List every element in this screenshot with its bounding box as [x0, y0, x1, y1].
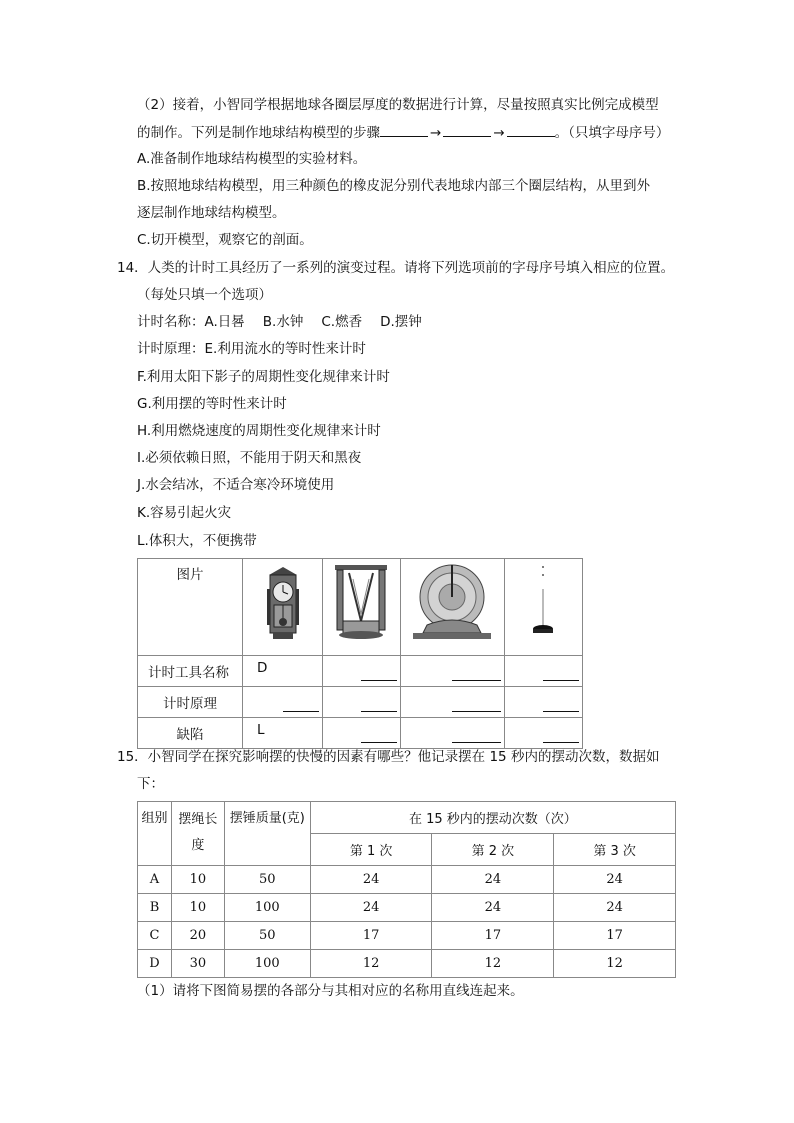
defect-cell-sundial[interactable]	[401, 718, 505, 749]
name-option-a: A.日晷	[204, 314, 245, 330]
defect-cell-clock	[243, 718, 323, 749]
name-option-d: D.摆钟	[380, 314, 422, 330]
cell-group: A	[138, 866, 172, 894]
incense-clock-image	[505, 559, 583, 656]
cell-group: C	[138, 922, 172, 950]
name-cell-sundial[interactable]	[401, 656, 505, 687]
principle-option-f: F.利用太阳下影子的周期性变化规律来计时	[137, 369, 390, 385]
step-blank-2[interactable]	[443, 122, 491, 137]
cell-trial-3: 12	[554, 950, 676, 978]
step-blank-3[interactable]	[507, 122, 555, 137]
defect-cell-water[interactable]	[323, 718, 401, 749]
cell-trial-2: 24	[432, 894, 554, 922]
cell-mass: 50	[224, 922, 310, 950]
table-row	[138, 866, 676, 894]
cell-group: B	[138, 894, 172, 922]
principle-row-label: 计时原理	[138, 687, 243, 718]
cell-length: 30	[171, 950, 224, 978]
table-row	[138, 950, 676, 978]
cell-length: 20	[171, 922, 224, 950]
q13-option-c: C.切开模型，观察它的剖面。	[137, 232, 313, 248]
table-row	[138, 894, 676, 922]
q14-note: （每处只填一个选项）	[137, 287, 272, 303]
defect-option-i: I.必须依赖日照，不能用于阴天和黑夜	[137, 450, 362, 466]
name-answer: D	[257, 660, 268, 676]
cell-trial-3: 24	[554, 894, 676, 922]
pendulum-data-table	[137, 801, 676, 978]
q13-part2-line1: （2）接着，小智同学根据地球各圈层厚度的数据进行计算，尽量按照真实比例完成模型	[137, 97, 659, 113]
q13-part2-line2	[137, 122, 669, 143]
principle-option-g: G.利用摆的等时性来计时	[137, 396, 287, 412]
principles-label: 计时原理：	[137, 341, 205, 357]
principle-option-h: H.利用燃烧速度的周期性变化规律来计时	[137, 423, 381, 439]
header-trial-1: 第 1 次	[310, 834, 432, 866]
q14-stem: 14．人类的计时工具经历了一系列的演变过程。请将下列选项前的字母序号填入相应的位置。	[117, 260, 675, 276]
defect-cell-incense[interactable]	[505, 718, 583, 749]
q13-part2-prefix: 的制作。下列是制作地球结构模型的步骤	[137, 125, 380, 141]
q15-stem-line1: 15．小智同学在探究影响摆的快慢的因素有哪些？他记录摆在 15 秒内的摆动次数，数据如	[117, 749, 660, 765]
q13-option-b-line2: 逐层制作地球结构模型。	[137, 205, 286, 221]
cell-trial-1: 17	[310, 922, 432, 950]
q15-part1: （1）请将下图简易摆的各部分与其相对应的名称用直线连起来。	[137, 983, 524, 999]
arrow-right-icon: →	[493, 125, 505, 141]
defect-option-j: J.水会结冰，不适合寒冷环境使用	[137, 477, 335, 493]
name-option-b: B.水钟	[262, 314, 304, 330]
defect-answer: L	[257, 722, 265, 738]
table-row	[138, 922, 676, 950]
arrow-right-icon: →	[430, 125, 442, 141]
cell-trial-3: 17	[554, 922, 676, 950]
cell-mass: 100	[224, 950, 310, 978]
defect-row-label: 缺陷	[138, 718, 243, 749]
timekeeping-table	[137, 558, 583, 749]
principle-cell-sundial[interactable]	[401, 687, 505, 718]
names-label: 计时名称：	[137, 314, 205, 330]
principle-cell-clock[interactable]	[243, 687, 323, 718]
header-mass: 摆锤质量(克)	[224, 802, 310, 866]
cell-trial-2: 17	[432, 922, 554, 950]
name-cell-incense[interactable]	[505, 656, 583, 687]
defect-option-l: L.体积大，不便携带	[137, 533, 257, 549]
defect-option-k: K.容易引起火灾	[137, 505, 232, 521]
cell-mass: 50	[224, 866, 310, 894]
name-row-label: 计时工具名称	[138, 656, 243, 687]
q14-principle-e	[137, 339, 366, 359]
cell-length: 10	[171, 894, 224, 922]
principle-cell-water[interactable]	[323, 687, 401, 718]
cell-trial-1: 24	[310, 894, 432, 922]
q13-option-b-line1: B.按照地球结构模型，用三种颜色的橡皮泥分别代表地球内部三个圈层结构，从里到外	[137, 178, 651, 194]
principle-option-e: E.利用流水的等时性来计时	[204, 341, 366, 357]
q15-stem-line2: 下：	[137, 776, 164, 792]
cell-trial-1: 12	[310, 950, 432, 978]
cell-group: D	[138, 950, 172, 978]
principle-cell-incense[interactable]	[505, 687, 583, 718]
header-trial-2: 第 2 次	[432, 834, 554, 866]
step-blank-1[interactable]	[380, 122, 428, 137]
water-clock-image	[323, 559, 401, 656]
name-option-c: C.燃香	[321, 314, 363, 330]
q14-names	[137, 312, 422, 332]
header-length: 摆绳长 度	[171, 802, 224, 866]
cell-trial-2: 12	[432, 950, 554, 978]
q13-option-a: A.准备制作地球结构模型的实验材料。	[137, 151, 367, 167]
q13-part2-suffix: 。（只填字母序号）	[554, 125, 670, 141]
cell-trial-2: 24	[432, 866, 554, 894]
name-cell-water[interactable]	[323, 656, 401, 687]
cell-mass: 100	[224, 894, 310, 922]
picture-row-label: 图片	[138, 559, 243, 656]
header-swings: 在 15 秒内的摆动次数（次）	[310, 802, 675, 834]
header-trial-3: 第 3 次	[554, 834, 676, 866]
cell-trial-3: 24	[554, 866, 676, 894]
cell-length: 10	[171, 866, 224, 894]
cell-trial-1: 24	[310, 866, 432, 894]
name-cell-clock	[243, 656, 323, 687]
sundial-image	[401, 559, 505, 656]
pendulum-clock-image	[243, 559, 323, 656]
header-group: 组别	[138, 802, 172, 866]
